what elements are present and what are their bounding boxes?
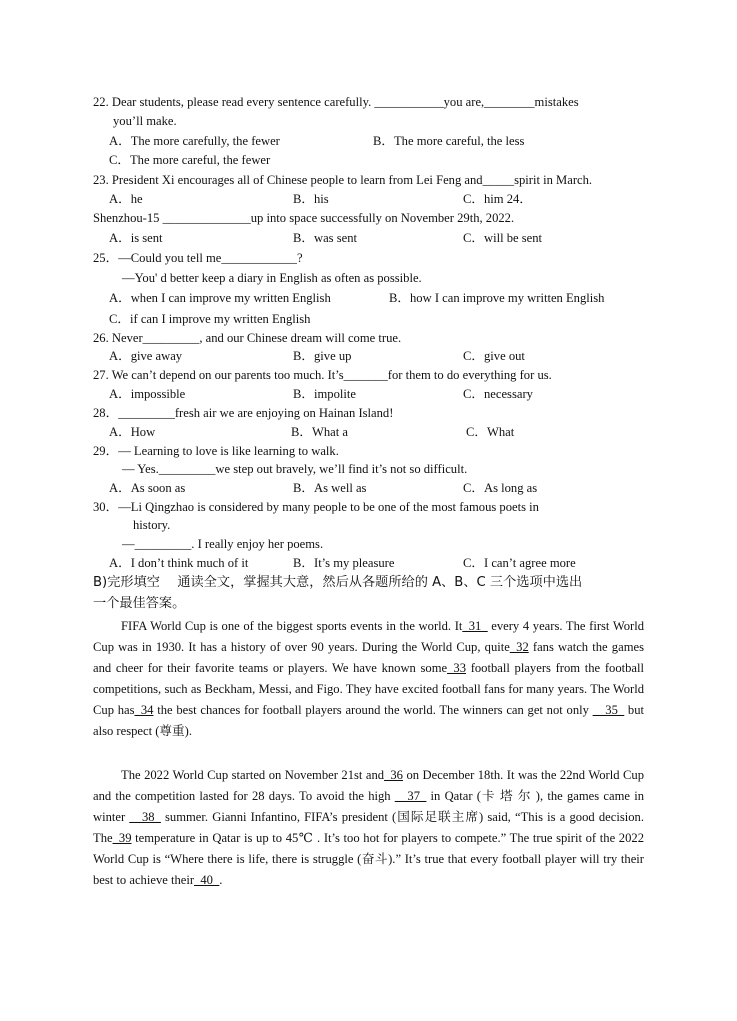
p1-text-5: the best chances for football players around the world. The winners can get not only — [153, 703, 593, 718]
blank-38: __38_ — [129, 810, 161, 825]
p2-text-5: temperature in Qatar is up to 45℃ . It’s too hot for players to compete.” The true spirit of the 2022 World Cup is “Where there is life, there is struggle (奋斗).” It’s true that every football player will try their best to achieve their — [93, 831, 644, 888]
q27-option-c: C．necessary — [463, 387, 533, 401]
q28-option-a: A．How — [109, 425, 156, 439]
blank-32: _32 — [509, 640, 529, 655]
q27-option-b: B．impolite — [293, 387, 356, 401]
p2-text-1: The 2022 World Cup started on November 21st and — [121, 768, 385, 782]
question-30-reply: —_________. I really enjoy her poems. — [122, 537, 324, 551]
p1-text-2: every 4 years. The first World Cup was in 1930. It has a history of over 90 years. During the World Cup, quite — [93, 619, 645, 655]
question-29-stem: 29．— Learning to love is like learning to walk. — [93, 444, 339, 458]
q26-option-a: A．give away — [109, 349, 183, 363]
q25-option-b: B．how I can improve my written English — [389, 291, 605, 305]
q26-option-c: C．give out — [463, 349, 525, 363]
p1-text-1: FIFA World Cup is one of the biggest sports events in the world. It — [121, 619, 463, 633]
q23-option-c: C．him 24． — [463, 192, 532, 206]
q30-option-a: A．I don’t think much of it — [109, 556, 249, 570]
question-30-stem-cont: history. — [133, 518, 171, 532]
cloze-paragraph-1 — [93, 616, 644, 743]
q26-option-b: B．give up — [293, 349, 352, 363]
p1-text-3: fans watch the games and cheer for their favorite teams or players. We have known some — [93, 640, 644, 676]
q28-option-c: C．What — [466, 425, 515, 439]
q24-option-c: C．will be sent — [463, 231, 543, 245]
question-25-stem-cont: —You' d better keep a diary in English as often as possible. — [122, 271, 422, 285]
question-25-stem: 25．—Could you tell me____________? — [93, 251, 303, 265]
p2-text-4: summer. Gianni Infantino, FIFA’s president (国际足联主席) said, “This is a good decision. The — [93, 810, 644, 846]
blank-35: __35_ — [592, 703, 625, 718]
q22-option-b: B．The more careful, the less — [373, 134, 525, 148]
section-b-heading-cont: 一个最佳答案。 — [93, 596, 186, 611]
question-23-stem: 23. President Xi encourages all of Chinese people to learn from Lei Feng and_____spirit in March. — [93, 173, 593, 187]
question-30-stem: 30．—Li Qingzhao is considered by many people to be one of the most famous poets in — [93, 500, 539, 514]
q25-option-a: A．when I can improve my written English — [109, 291, 331, 305]
blank-37: __37_ — [394, 789, 427, 804]
question-29-stem-cont: — Yes._________we step out bravely, we’ll find it’s not so difficult. — [122, 462, 468, 476]
q23-option-b: B．his — [293, 192, 329, 206]
section-b-heading: B)完形填空 通读全文，掌握其大意，然后从各题所给的 A、B、C 三个选项中选出 — [93, 575, 583, 590]
blank-33: _33 — [447, 661, 467, 676]
p2-text-2: on December 18th. It was the 22nd World Cup and the competition lasted for 28 days. To avoid the high — [93, 768, 644, 804]
q24-option-a: A．is sent — [109, 231, 163, 245]
q30-option-c: C．I can’t agree more — [463, 556, 576, 570]
q30-option-b: B．It’s my pleasure — [293, 556, 395, 570]
p2-text-6: . — [219, 873, 223, 888]
blank-31: _31_ — [462, 619, 488, 633]
question-27-stem: 27. We can’t depend on our parents too much. It’s_______for them to do everything for us. — [93, 368, 552, 382]
question-22-stem-cont: you’ll make. — [113, 114, 177, 128]
question-24-stem: Shenzhou-15 ______________up into space successfully on November 29th, 2022. — [93, 211, 515, 225]
q27-option-a: A．impossible — [109, 387, 186, 401]
blank-34: _34 — [134, 703, 154, 718]
p1-text-4: football players from the football competitions, such as Beckham, Messi, and Figo. They have excited football fans for many years. The World Cup has — [93, 661, 644, 718]
q23-option-a: A．he — [109, 192, 143, 206]
cloze-paragraph-2 — [93, 765, 644, 892]
q24-option-b: B．was sent — [293, 231, 358, 245]
blank-40: _40_ — [194, 873, 220, 888]
question-26-stem: 26. Never_________, and our Chinese dream will come true. — [93, 331, 402, 345]
question-22-stem: 22. Dear students, please read every sentence carefully. ___________you are,________mistakes — [93, 95, 579, 109]
p2-text-3: in Qatar (卡 塔 尔 ), the games came in winter — [93, 789, 644, 825]
q25-option-c: C．if can I improve my written English — [109, 312, 311, 326]
question-28-stem: 28．_________fresh air we are enjoying on Hainan Island! — [93, 406, 394, 420]
q22-option-c: C．The more careful, the fewer — [109, 153, 271, 167]
q28-option-b: B．What a — [291, 425, 349, 439]
q29-option-b: B．As well as — [293, 481, 367, 495]
p1-text-6: but also respect (尊重). — [93, 703, 645, 739]
blank-39: _39 — [112, 831, 132, 846]
q29-option-a: A．As soon as — [109, 481, 186, 495]
q22-option-a: A．The more carefully, the fewer — [109, 134, 280, 148]
q29-option-c: C．As long as — [463, 481, 538, 495]
blank-36: _36 — [384, 768, 403, 782]
